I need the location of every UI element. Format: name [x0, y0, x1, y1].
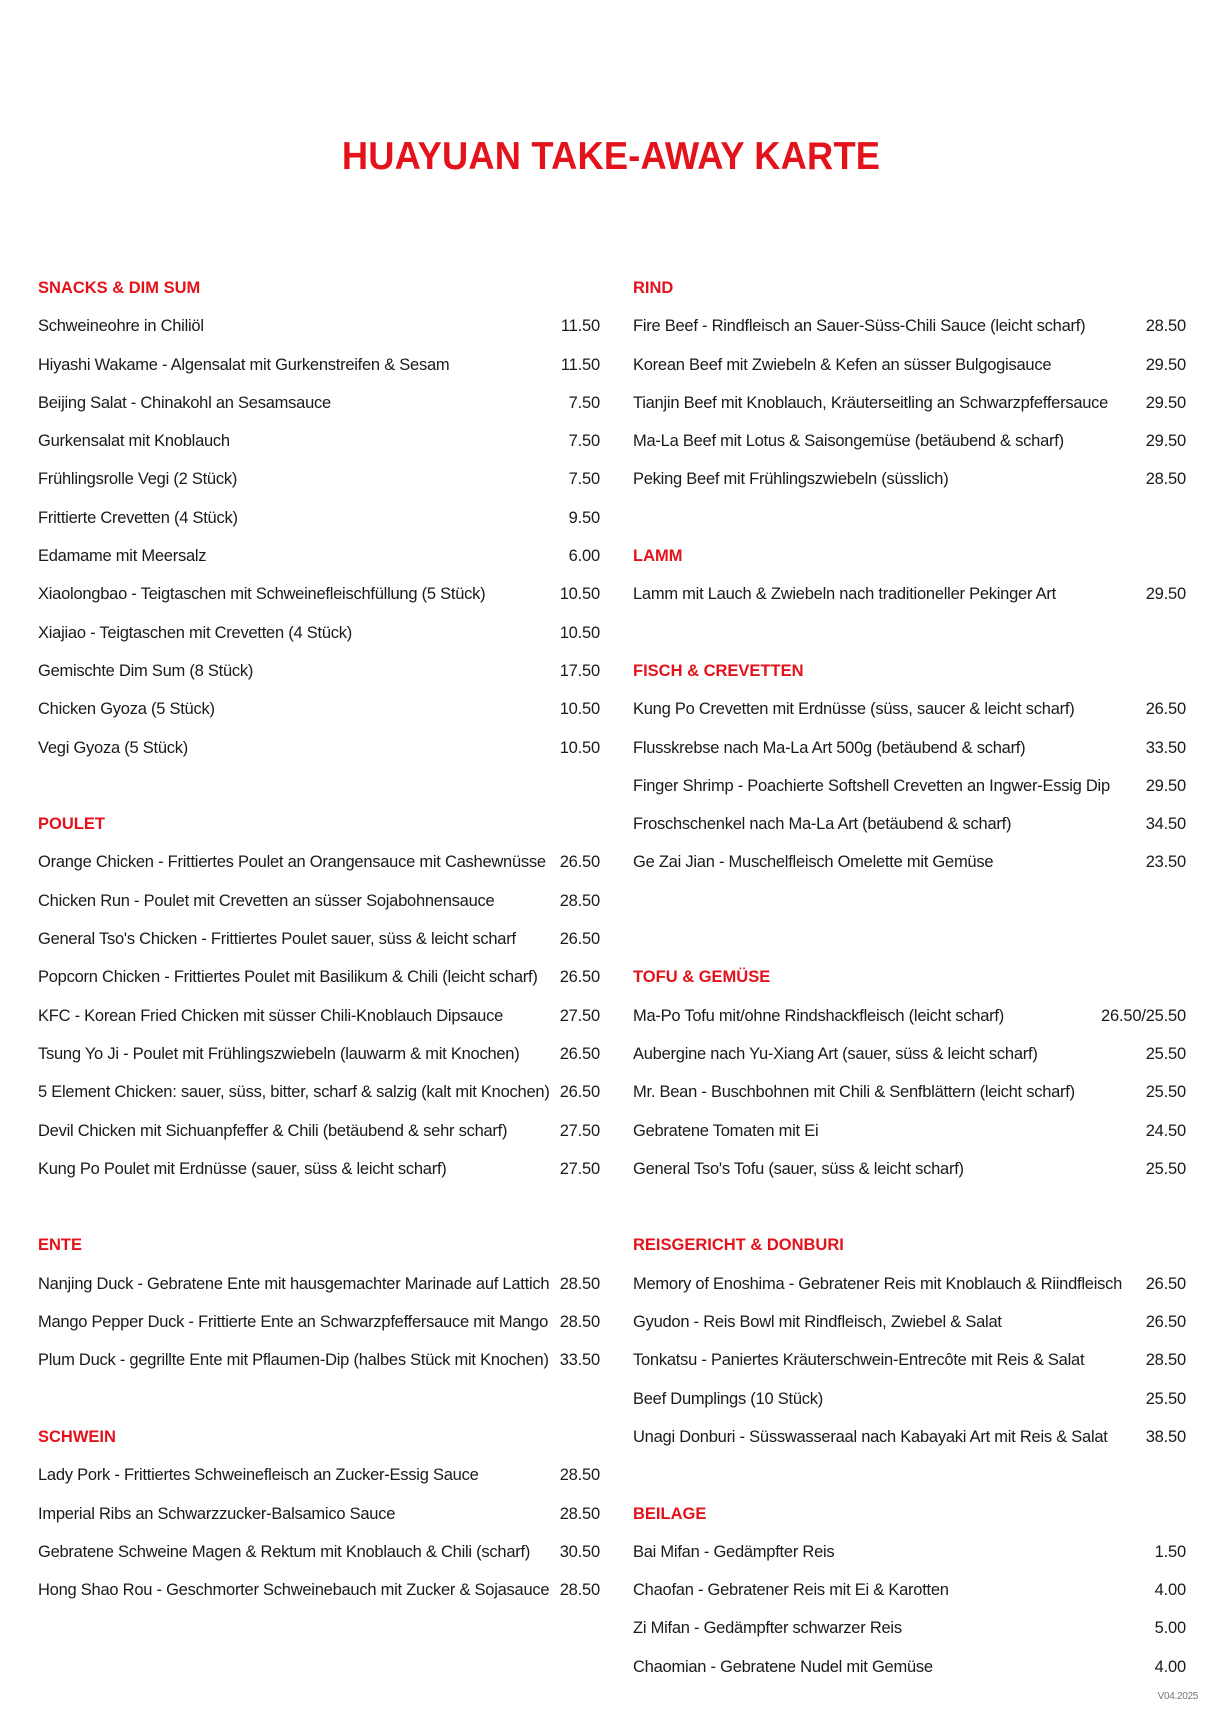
- menu-item: [633, 307, 1186, 345]
- item-price: 30.50: [559, 1542, 600, 1561]
- item-price: 26.50: [559, 1044, 600, 1063]
- item-price: 28.50: [559, 891, 600, 910]
- menu-item: [38, 1571, 600, 1609]
- item-price: 26.50: [559, 853, 600, 872]
- item-name: Unagi Donburi - Süsswasseraal nach Kabayaki Art mit Reis & Salat: [633, 1427, 1108, 1446]
- item-price: 7.50: [568, 393, 600, 412]
- item-name: Xiaolongbao - Teigtaschen mit Schweinefleischfüllung (5 Stück): [38, 585, 486, 604]
- item-price: 24.50: [1145, 1121, 1186, 1140]
- item-name: Gyudon - Reis Bowl mit Rindfleisch, Zwiebel & Salat: [633, 1313, 1002, 1332]
- section-poulet: [38, 805, 600, 1188]
- item-price: 10.50: [559, 738, 600, 757]
- menu-item: [38, 346, 600, 384]
- item-price: 26.50: [559, 1083, 600, 1102]
- menu-item: [38, 690, 600, 728]
- item-name: Devil Chicken mit Sichuanpfeffer & Chili (betäubend & sehr scharf): [38, 1121, 508, 1140]
- spacer: [633, 1456, 1186, 1494]
- spacer: [633, 1188, 1186, 1226]
- section-beilage: [633, 1495, 1186, 1686]
- menu-item: [633, 1380, 1186, 1418]
- spacer: [633, 882, 1186, 920]
- section-tofu: [633, 958, 1186, 1188]
- item-price: 29.50: [1145, 432, 1186, 451]
- item-price: 17.50: [559, 661, 600, 680]
- menu-item: [38, 729, 600, 767]
- item-name: Chaomian - Gebratene Nudel mit Gemüse: [633, 1657, 933, 1676]
- item-name: Ma-Po Tofu mit/ohne Rindshackfleisch (leicht scharf): [633, 1006, 1004, 1025]
- item-price: 11.50: [560, 317, 600, 336]
- item-price: 23.50: [1145, 853, 1186, 872]
- menu-item: [633, 997, 1186, 1035]
- menu-item: [38, 997, 600, 1035]
- menu-item: [38, 1073, 600, 1111]
- spacer: [38, 767, 600, 805]
- item-name: Chicken Run - Poulet mit Crevetten an süsser Sojabohnensauce: [38, 891, 495, 910]
- menu-item: [38, 614, 600, 652]
- menu-item: [38, 882, 600, 920]
- item-name: Kung Po Crevetten mit Erdnüsse (süss, saucer & leicht scharf): [633, 700, 1075, 719]
- page-title: HUAYUAN TAKE-AWAY KARTE: [341, 135, 881, 178]
- item-name: Frühlingsrolle Vegi (2 Stück): [38, 470, 238, 489]
- item-name: Flusskrebse nach Ma-La Art 500g (betäubend & scharf): [633, 738, 1026, 757]
- item-price: 29.50: [1145, 355, 1186, 374]
- menu-item: [633, 460, 1186, 498]
- item-name: Imperial Ribs an Schwarzzucker-Balsamico Sauce: [38, 1504, 396, 1523]
- item-price: 26.50/25.50: [1101, 1006, 1186, 1025]
- section-title: RIND: [633, 279, 674, 297]
- menu-item: [633, 1341, 1186, 1379]
- menu-item: [38, 920, 600, 958]
- item-name: Gebratene Tomaten mit Ei: [633, 1121, 819, 1140]
- menu-item: [38, 1035, 600, 1073]
- menu-item: [38, 1495, 600, 1533]
- item-price: 6.00: [568, 547, 600, 566]
- item-name: Chicken Gyoza (5 Stück): [38, 700, 215, 719]
- section-title: SCHWEIN: [38, 1427, 116, 1446]
- menu-item: [38, 537, 600, 575]
- item-price: 28.50: [1145, 317, 1186, 336]
- item-price: 27.50: [559, 1006, 600, 1025]
- item-price: 25.50: [1145, 1389, 1186, 1408]
- item-name: 5 Element Chicken: sauer, süss, bitter, scharf & salzig (kalt mit Knochen): [38, 1083, 550, 1102]
- item-name: Schweineohre in Chiliöl: [38, 317, 204, 336]
- item-price: 27.50: [559, 1159, 600, 1178]
- item-name: Mango Pepper Duck - Frittierte Ente an Schwarzpfeffersauce mit Mango: [38, 1313, 549, 1332]
- item-name: Fire Beef - Rindfleisch an Sauer-Süss-Chili Sauce (leicht scharf): [633, 317, 1086, 336]
- menu-item: [633, 1073, 1186, 1111]
- item-name: Mr. Bean - Buschbohnen mit Chili & Senfblättern (leicht scharf): [633, 1083, 1075, 1102]
- item-price: 10.50: [559, 585, 600, 604]
- item-price: 38.50: [1145, 1427, 1186, 1446]
- item-price: 28.50: [559, 1504, 600, 1523]
- item-name: Frittierte Crevetten (4 Stück): [38, 508, 238, 527]
- menu-item: [38, 1533, 600, 1571]
- section-reis: [633, 1226, 1186, 1456]
- item-price: 29.50: [1145, 776, 1186, 795]
- menu-item: [633, 575, 1186, 613]
- menu-item: [633, 1265, 1186, 1303]
- menu-item: [38, 307, 600, 345]
- item-name: Tianjin Beef mit Knoblauch, Kräuterseitling an Schwarzpfeffersauce: [633, 393, 1109, 412]
- section-title: REISGERICHT & DONBURI: [633, 1236, 844, 1255]
- item-name: Gemischte Dim Sum (8 Stück): [38, 661, 254, 680]
- menu-item: [38, 652, 600, 690]
- item-name: Beijing Salat - Chinakohl an Sesamsauce: [38, 393, 331, 412]
- menu-item: [38, 1303, 600, 1341]
- item-price: 26.50: [559, 968, 600, 987]
- item-name: Froschschenkel nach Ma-La Art (betäubend & scharf): [633, 815, 1012, 834]
- menu-item: [633, 1035, 1186, 1073]
- menu-item: [38, 1150, 600, 1188]
- item-name: General Tso's Tofu (sauer, süss & leicht scharf): [633, 1159, 964, 1178]
- menu-item: [38, 1265, 600, 1303]
- item-price: 1.50: [1154, 1542, 1186, 1561]
- menu-item: [633, 1303, 1186, 1341]
- item-price: 26.50: [1145, 700, 1186, 719]
- item-name: Hong Shao Rou - Geschmorter Schweinebauch mit Zucker & Sojasauce: [38, 1581, 550, 1600]
- section-lamm: [633, 537, 1186, 614]
- section-title: BEILAGE: [633, 1504, 707, 1523]
- menu-item: [633, 1112, 1186, 1150]
- item-price: 7.50: [568, 470, 600, 489]
- menu-item: [633, 384, 1186, 422]
- item-name: General Tso's Chicken - Frittiertes Poulet sauer, süss & leicht scharf: [38, 930, 516, 949]
- item-name: Korean Beef mit Zwiebeln & Kefen an süsser Bulgogisauce: [633, 355, 1052, 374]
- item-price: 9.50: [568, 508, 600, 527]
- item-price: 34.50: [1145, 815, 1186, 834]
- item-name: Beef Dumplings (10 Stück): [633, 1389, 824, 1408]
- spacer: [633, 614, 1186, 652]
- item-price: 10.50: [559, 623, 600, 642]
- menu-item: [38, 843, 600, 881]
- item-price: 27.50: [559, 1121, 600, 1140]
- menu-item: [633, 1648, 1186, 1686]
- menu-item: [633, 1418, 1186, 1456]
- item-name: Ma-La Beef mit Lotus & Saisongemüse (betäubend & scharf): [633, 432, 1064, 451]
- section-ente: [38, 1226, 600, 1379]
- item-name: Aubergine nach Yu-Xiang Art (sauer, süss & leicht scharf): [633, 1044, 1038, 1063]
- item-name: Peking Beef mit Frühlingszwiebeln (süsslich): [633, 470, 949, 489]
- item-price: 10.50: [559, 700, 600, 719]
- menu-item: [38, 422, 600, 460]
- item-price: 33.50: [559, 1351, 600, 1370]
- spacer: [633, 920, 1186, 958]
- item-name: Gebratene Schweine Magen & Rektum mit Knoblauch & Chili (scharf): [38, 1542, 531, 1561]
- menu-item: [633, 1533, 1186, 1571]
- spacer: [633, 499, 1186, 537]
- item-name: Ge Zai Jian - Muschelfleisch Omelette mit Gemüse: [633, 853, 994, 872]
- menu-item: [38, 1341, 600, 1379]
- item-name: Vegi Gyoza (5 Stück): [38, 738, 188, 757]
- item-name: Orange Chicken - Frittiertes Poulet an Orangensauce mit Cashewnüsse: [38, 853, 546, 872]
- item-name: Gurkensalat mit Knoblauch: [38, 432, 230, 451]
- item-price: 29.50: [1145, 585, 1186, 604]
- item-price: 11.50: [560, 355, 600, 374]
- menu-column-left: [38, 269, 600, 1609]
- menu-item: [38, 575, 600, 613]
- item-name: Nanjing Duck - Gebratene Ente mit hausgemachter Marinade auf Lattich: [38, 1274, 550, 1293]
- menu-item: [38, 1456, 600, 1494]
- item-price: 28.50: [559, 1274, 600, 1293]
- item-name: Finger Shrimp - Poachierte Softshell Crevetten an Ingwer-Essig Dip: [633, 776, 1110, 795]
- menu-item: [633, 843, 1186, 881]
- item-price: 28.50: [559, 1313, 600, 1332]
- item-price: 25.50: [1145, 1159, 1186, 1178]
- menu-item: [633, 1150, 1186, 1188]
- item-name: Popcorn Chicken - Frittiertes Poulet mit Basilikum & Chili (leicht scharf): [38, 968, 538, 987]
- menu-item: [633, 690, 1186, 728]
- section-fisch: [633, 652, 1186, 882]
- item-name: Xiajiao - Teigtaschen mit Crevetten (4 Stück): [38, 623, 353, 642]
- menu-item: [633, 422, 1186, 460]
- item-price: 4.00: [1154, 1581, 1186, 1600]
- item-name: Tonkatsu - Paniertes Kräuterschwein-Entrecôte mit Reis & Salat: [633, 1351, 1085, 1370]
- menu-column-right: [633, 269, 1186, 1686]
- item-name: Kung Po Poulet mit Erdnüsse (sauer, süss & leicht scharf): [38, 1159, 447, 1178]
- menu-item: [633, 1571, 1186, 1609]
- item-name: Bai Mifan - Gedämpfter Reis: [633, 1542, 835, 1561]
- item-price: 29.50: [1145, 393, 1186, 412]
- item-name: KFC - Korean Fried Chicken mit süsser Chili-Knoblauch Dipsauce: [38, 1006, 504, 1025]
- item-name: Memory of Enoshima - Gebratener Reis mit Knoblauch & Riindfleisch: [633, 1274, 1123, 1293]
- item-price: 26.50: [1145, 1274, 1186, 1293]
- item-price: 26.50: [1145, 1313, 1186, 1332]
- item-price: 25.50: [1145, 1083, 1186, 1102]
- item-name: Zi Mifan - Gedämpfter schwarzer Reis: [633, 1619, 902, 1638]
- spacer: [38, 1380, 600, 1418]
- section-title: FISCH & CREVETTEN: [633, 661, 804, 680]
- menu-item: [38, 1112, 600, 1150]
- item-price: 26.50: [559, 930, 600, 949]
- item-price: 5.00: [1154, 1619, 1186, 1638]
- section-title: POULET: [38, 815, 105, 834]
- item-price: 28.50: [1145, 1351, 1186, 1370]
- menu-item: [38, 460, 600, 498]
- section-title: TOFU & GEMÜSE: [633, 968, 771, 987]
- menu-item: [38, 499, 600, 537]
- menu-item: [38, 958, 600, 996]
- menu-item: [633, 1609, 1186, 1647]
- version-label: V04.2025: [1157, 1691, 1198, 1702]
- item-price: 28.50: [559, 1581, 600, 1600]
- menu-item: [633, 729, 1186, 767]
- menu-item: [633, 346, 1186, 384]
- section-title: LAMM: [633, 547, 683, 566]
- item-price: 28.50: [559, 1466, 600, 1485]
- item-name: Tsung Yo Ji - Poulet mit Frühlingszwiebeln (lauwarm & mit Knochen): [38, 1044, 520, 1063]
- item-price: 33.50: [1145, 738, 1186, 757]
- section-schwein: [38, 1418, 600, 1609]
- menu-item: [633, 805, 1186, 843]
- section-title: ENTE: [38, 1236, 83, 1255]
- spacer: [38, 1188, 600, 1226]
- item-name: Hiyashi Wakame - Algensalat mit Gurkenstreifen & Sesam: [38, 355, 450, 374]
- item-name: Lady Pork - Frittiertes Schweinefleisch an Zucker-Essig Sauce: [38, 1466, 479, 1485]
- item-price: 4.00: [1154, 1657, 1186, 1676]
- item-price: 7.50: [568, 432, 600, 451]
- item-name: Chaofan - Gebratener Reis mit Ei & Karotten: [633, 1581, 949, 1600]
- item-price: 28.50: [1145, 470, 1186, 489]
- item-name: Plum Duck - gegrillte Ente mit Pflaumen-Dip (halbes Stück mit Knochen): [38, 1351, 549, 1370]
- menu-item: [633, 767, 1186, 805]
- section-rind: [633, 269, 1186, 499]
- item-name: Edamame mit Meersalz: [38, 547, 207, 566]
- section-snacks: [38, 269, 600, 767]
- menu-item: [38, 384, 600, 422]
- item-price: 25.50: [1145, 1044, 1186, 1063]
- section-title: SNACKS & DIM SUM: [38, 279, 201, 297]
- item-name: Lamm mit Lauch & Zwiebeln nach traditioneller Pekinger Art: [633, 585, 1056, 604]
